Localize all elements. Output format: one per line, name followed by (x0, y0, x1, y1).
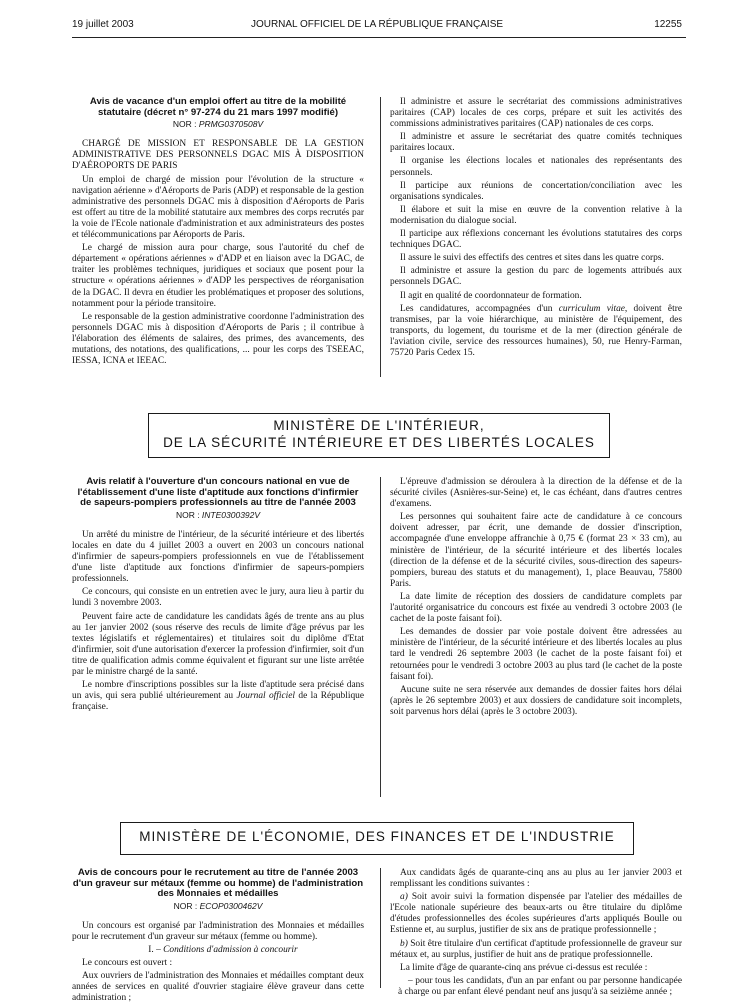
section1-paragraph: Il agit en qualité de coordonnateur de formation. (400, 290, 582, 301)
section2-paragraph: Ce concours, qui consiste en un entretien avec le jury, aura lieu à partir du lundi 3 novembre 2003. (72, 587, 364, 609)
header-journal-title: JOURNAL OFFICIEL DE LA RÉPUBLIQUE FRANÇAISE (250, 19, 504, 30)
section1-nor: NOR : PRMG0370508V (172, 119, 264, 130)
section2-paragraph: Aucune suite ne sera réservée aux demandes de dossier faites hors délai (après le 26 septembre 2003) et aux dossiers de candidature soit incomplets, soit parvenus hors délai (après le 3 octobre 2003). (390, 684, 682, 717)
section3-item-a: a) Soit avoir suivi la formation dispensée par l'atelier des médailles de l'Ecole nationale supérieure des beaux-arts ou être titulaire du diplôme d'études professionnelles des écoles supérieures d'arts appliqués Boulle ou Estienne et, au surplus, justifier de six ans de pratique professionnelle ; (390, 892, 682, 936)
section3-paragraph: Un concours est organisé par l'administration des Monnaies et médailles pour le recrutement d'un graveur sur métaux (femme ou homme). (72, 920, 364, 942)
section1-paragraph: Il administre et assure le secrétariat des quatre comités techniques paritaires locaux. (390, 132, 682, 154)
section1-paragraph: Le responsable de la gestion administrative coordonne l'administration des personnels DGAC mis à disposition d'Aéroports de Paris ; il contribue à l'élaboration des éléments de salaires, des primes, des avancements, des mutations, des notations, des qualifications, ... pour les corps des TSEEAC, IESSA, ICNA et IEEAC. (72, 311, 364, 367)
section2-title: Avis relatif à l'ouverture d'un concours national en vue de l'établissement d'une liste d'aptitude aux fonctions d'infirmier de sapeurs-pompiers professionnels au titre de l'année 2003 (77, 476, 359, 509)
section1-paragraph: Les candidatures, accompagnées d'un curriculum vitae, doivent être transmises, par la voie hiérarchique, au ministère de l'équipement, des transports, du logement, du tourisme et de la mer (direction générale de l'aviation civile, service des ressources humaines), 50, rue Henry-Farman, 75720 Paris Cedex 15. (390, 303, 682, 358)
section3-left-column (72, 868, 364, 1007)
section1-right-column (390, 97, 682, 361)
section3-paragraph: Aux ouvriers de l'administration des Monnaies et médailles comptant deux années de services en qualité d'ouvrier stagiaire élève graveur dans cette administration ; (72, 971, 364, 1004)
section2-paragraph: Peuvent faire acte de candidature les candidats âgés de trente ans au plus au 1er janvier 2002 (sous réserve des reculs de limite d'âge prévus par les textes législatifs et réglementaires) et titulaires soit du diplôme d'Etat d'infirmier, soit d'une autorisation d'exercer la profession d'infirmier, soit d'un titre de qualification admis comme équivalent et figurant sur une liste arrêtée par le ministre chargé de la santé. (72, 611, 364, 677)
ministry-name-line: MINISTÈRE DE L'INTÉRIEUR, (273, 418, 485, 433)
ministry-name-line: DE LA SÉCURITÉ INTÉRIEURE ET DES LIBERTÉS LOCALES (163, 435, 595, 450)
section2-paragraph: Un arrêté du ministre de l'intérieur, de la sécurité intérieure et des libertés locales en date du 4 juillet 2003 a ouvert en 2003 un concours national d'infirmier de sapeurs-pompiers professionnels en vue de l'établissement d'une liste d'aptitude aux fonctions d'infirmier de sapeurs-pompiers professionnels. (72, 529, 364, 585)
header-page-number: 12255 (654, 19, 682, 30)
section2-paragraph: L'épreuve d'admission se déroulera à la direction de la défense et de la sécurité civiles (Asnières-sur-Seine) et, le cas échéant, dans d'autres centres d'examens. (390, 477, 682, 510)
column-divider (380, 97, 381, 377)
section1-heading: CHARGÉ DE MISSION ET RESPONSABLE DE LA GESTION ADMINISTRATIVE DES PERSONNELS DGAC MIS À DISPOSITION D'AÉROPORTS DE PARIS (72, 139, 364, 172)
section1-left-column (72, 97, 364, 369)
section3-dash-item: – pour tous les candidats, d'un an par enfant ou par personne handicapée à charge ou par enfant élevé pendant neuf ans jusqu'à sa seizième année ; (398, 975, 682, 997)
section3-paragraph: La limite d'âge de quarante-cinq ans prévue ci-dessus est reculée : (400, 962, 648, 973)
section2-paragraph: Le nombre d'inscriptions possibles sur la liste d'aptitude sera précisé dans un avis, qui sera publié ultérieurement au Journal officiel de la République française. (72, 680, 364, 713)
section2-left-column (72, 477, 364, 715)
section3-nor: NOR : ECOP0300462V (173, 900, 263, 911)
section1-paragraph: Un emploi de chargé de mission pour l'évolution de la structure « navigation aérienne » d'Aéroports de Paris (ADP) et responsable de la gestion administrative des personnels DGAC mis à disposition d'Aéroports de Paris est offert au titre de la mobilité statutaire aux membres des corps recrutés par la voie de l'Ecole nationale d'administration et aux administrateurs des postes et télécommunications par Aéroports de Paris. (72, 174, 364, 241)
column-divider (380, 477, 381, 797)
section2-paragraph: Les personnes qui souhaitent faire acte de candidature à ce concours doivent adresser, par écrit, une demande de dossier d'inscription, accompagnée d'une enveloppe affranchie à 0,75 € (format 23 × 33 cm), au ministère de l'intérieur, de la sécurité intérieure et des libertés locales (direction de la défense et de la sécurité civiles, sous-direction des sapeurs-pompiers, bureau des statuts et du management), 1, place Beauvau, 75800 Paris. (390, 512, 682, 589)
section1-title: Avis de vacance d'un emploi offert au titre de la mobilité statutaire (décret n° 97-274 du 21 mars 1997 modifié) (89, 96, 347, 118)
section3-right-column (390, 868, 682, 1000)
section2-nor: NOR : INTE0300392V (175, 509, 261, 520)
ministry-economy-banner (120, 822, 634, 855)
section3-subheading: I. – Conditions d'admission à concourir (148, 945, 298, 956)
section2-paragraph: La date limite de réception des dossiers de candidature complets par l'autorité organisatrice du concours est fixée au vendredi 3 octobre 2003 (le cachet de la poste faisant foi). (390, 591, 682, 625)
section1-paragraph: Il administre et assure la gestion du parc de logements attribués aux personnels DGAC. (390, 266, 682, 288)
page-header (72, 19, 682, 35)
section1-paragraph: Il participe aux réflexions concernant les évolutions statutaires des corps techniques DGAC. (390, 229, 682, 251)
ministry-name-line: MINISTÈRE DE L'ÉCONOMIE, DES FINANCES ET DE L'INDUSTRIE (139, 829, 615, 844)
section1-paragraph: Le chargé de mission aura pour charge, sous l'autorité du chef de département « opérations aériennes » d'ADP et en liaison avec la DGAC, de traiter les problèmes techniques, juridiques et sociaux que posent pour la structure « opérations aériennes » d'ADP les perspectives de réorganisation de la DGAC. Il devra en étudier les problématiques et proposer des solutions, notamment pour la période transitoire. (72, 243, 364, 309)
section1-paragraph: Il participe aux réunions de concertation/conciliation avec les organisations syndicales. (390, 180, 682, 202)
section3-title: Avis de concours pour le recrutement au titre de l'année 2003 d'un graveur sur métaux (femme ou homme) de l'administration des Monnaies et médailles (72, 867, 364, 900)
section2-right-column (390, 477, 682, 720)
header-date: 19 juillet 2003 (72, 19, 134, 30)
header-rule (72, 37, 686, 38)
section3-item-b: b) Soit être titulaire d'un certificat d'aptitude professionnelle de graveur sur métaux et, au surplus, justifier de huit ans de pratique professionnelle. (390, 938, 682, 960)
section3-paragraph: Le concours est ouvert : (82, 958, 173, 969)
section1-paragraph: Il administre et assure le secrétariat des commissions administratives paritaires (CAP) locales de ces corps, prépare et suit les activités des commissions administratives paritaires (CAP) nationales de ces corps. (390, 97, 682, 130)
section1-paragraph: Il assure le suivi des effectifs des centres et sites dans les quatre corps. (400, 253, 664, 264)
ministry-interior-banner (148, 413, 610, 458)
section2-paragraph: Les demandes de dossier par voie postale doivent être adressées au ministère de l'intérieur, de la sécurité intérieure et des libertés locales au plus tard le vendredi 26 septembre 2003 (le cachet de la poste faisant foi) et retournées pour le vendredi 3 octobre 2003 au plus tard (le cachet de la poste faisant foi). (390, 627, 682, 682)
section1-paragraph: Il élabore et suit la mise en œuvre de la convention relative à la modernisation du dialogue social. (390, 204, 682, 226)
section3-paragraph: Aux candidats âgés de quarante-cinq ans au plus au 1er janvier 2003 et remplissant les conditions suivantes : (390, 868, 682, 890)
section1-paragraph: Il organise les élections locales et nationales des représentants des personnels. (390, 156, 682, 178)
column-divider (380, 868, 381, 988)
